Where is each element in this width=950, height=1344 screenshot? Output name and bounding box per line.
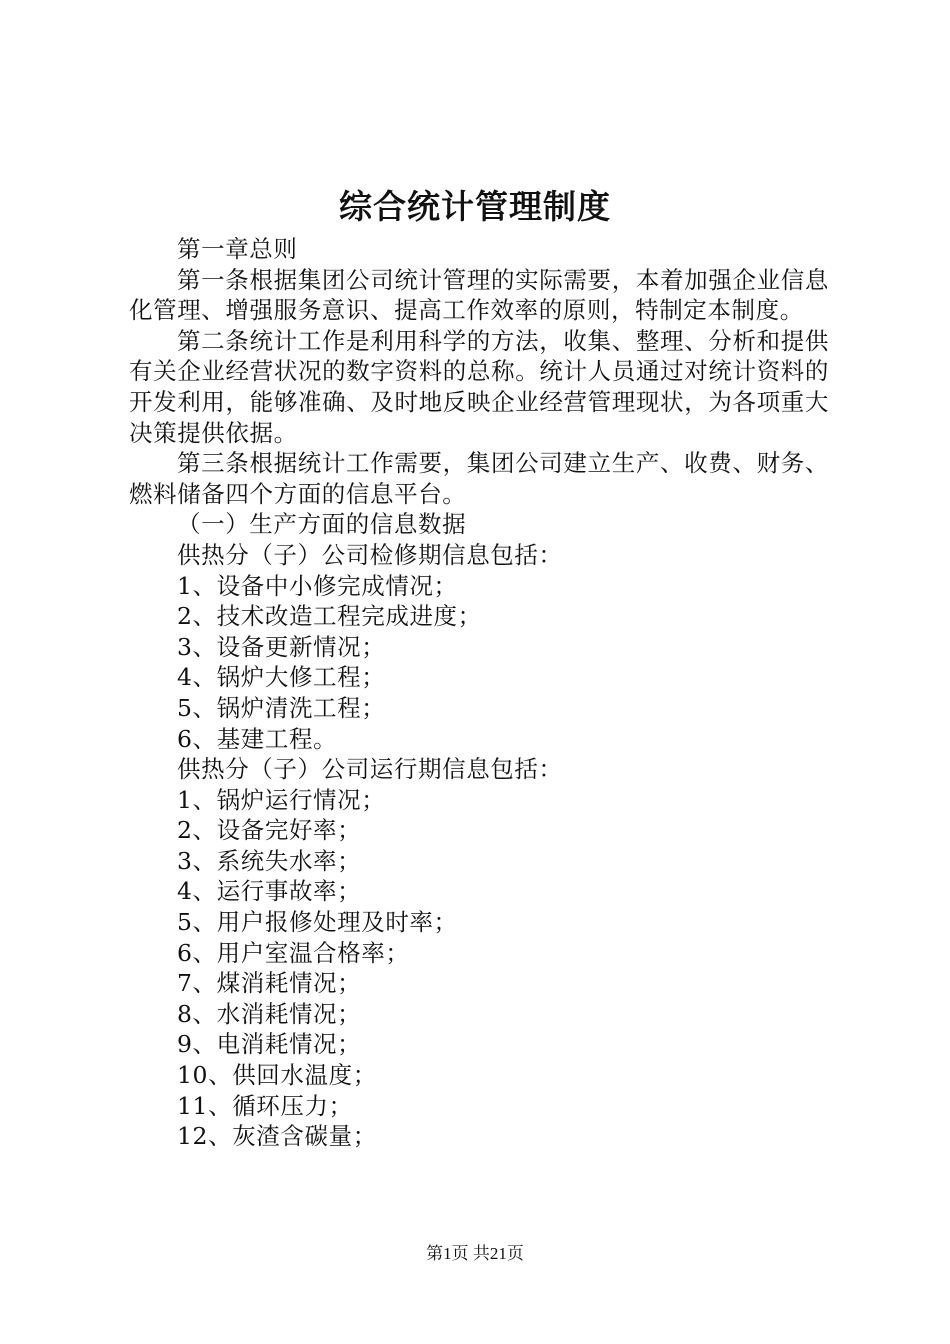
list-item: 11、循环压力；	[177, 1091, 353, 1120]
list-item: 10、供回水温度；	[177, 1061, 377, 1090]
list-item: 8、水消耗情况；	[177, 999, 362, 1028]
list-item: 5、锅炉清洗工程；	[177, 693, 386, 722]
article-3: 第三条根据统计工作需要，集团公司建立生产、收费、财务、燃料储备四个方面的信息平台。	[129, 449, 829, 508]
list-item: 4、锅炉大修工程；	[177, 663, 386, 692]
document-title: 综合统计管理制度	[339, 187, 611, 226]
list-item: 1、锅炉运行情况；	[177, 785, 386, 814]
operation-heading: 供热分（子）公司运行期信息包括：	[177, 755, 563, 784]
list-item: 2、技术改造工程完成进度；	[177, 602, 482, 631]
article-1: 第一条根据集团公司统计管理的实际需要，本着加强企业信息化管理、增强服务意识、提高工作效率的原则，特制定本制度。	[129, 265, 829, 325]
list-item: 6、用户室温合格率；	[177, 938, 410, 967]
list-item: 5、用户报修处理及时率；	[177, 908, 458, 937]
list-item: 2、设备完好率；	[177, 816, 362, 845]
maintenance-heading: 供热分（子）公司检修期信息包括：	[177, 540, 563, 569]
chapter-heading: 第一章总则	[177, 235, 298, 263]
article-2: 第二条统计工作是利用科学的方法，收集、整理、分析和提供有关企业经营状况的数字资料的总称。统计人员通过对统计资料的开发利用，能够准确、及时地反映企业经营管理现状，为各项重大决策提供依据。	[129, 326, 829, 447]
list-item: 6、基建工程。	[177, 724, 338, 753]
list-item: 7、煤消耗情况；	[177, 969, 362, 998]
page-number: 第1页 共21页	[426, 1244, 524, 1263]
document-body	[129, 234, 829, 1152]
list-item: 1、设备中小修完成情况；	[177, 571, 458, 600]
list-item: 12、灰渣含碳量；	[177, 1122, 377, 1151]
list-item: 3、系统失水率；	[177, 846, 362, 875]
list-item: 9、电消耗情况；	[177, 1030, 362, 1059]
section-1-heading: （一）生产方面的信息数据	[177, 510, 467, 539]
list-item: 4、运行事故率；	[177, 877, 362, 906]
list-item: 3、设备更新情况；	[177, 632, 386, 661]
